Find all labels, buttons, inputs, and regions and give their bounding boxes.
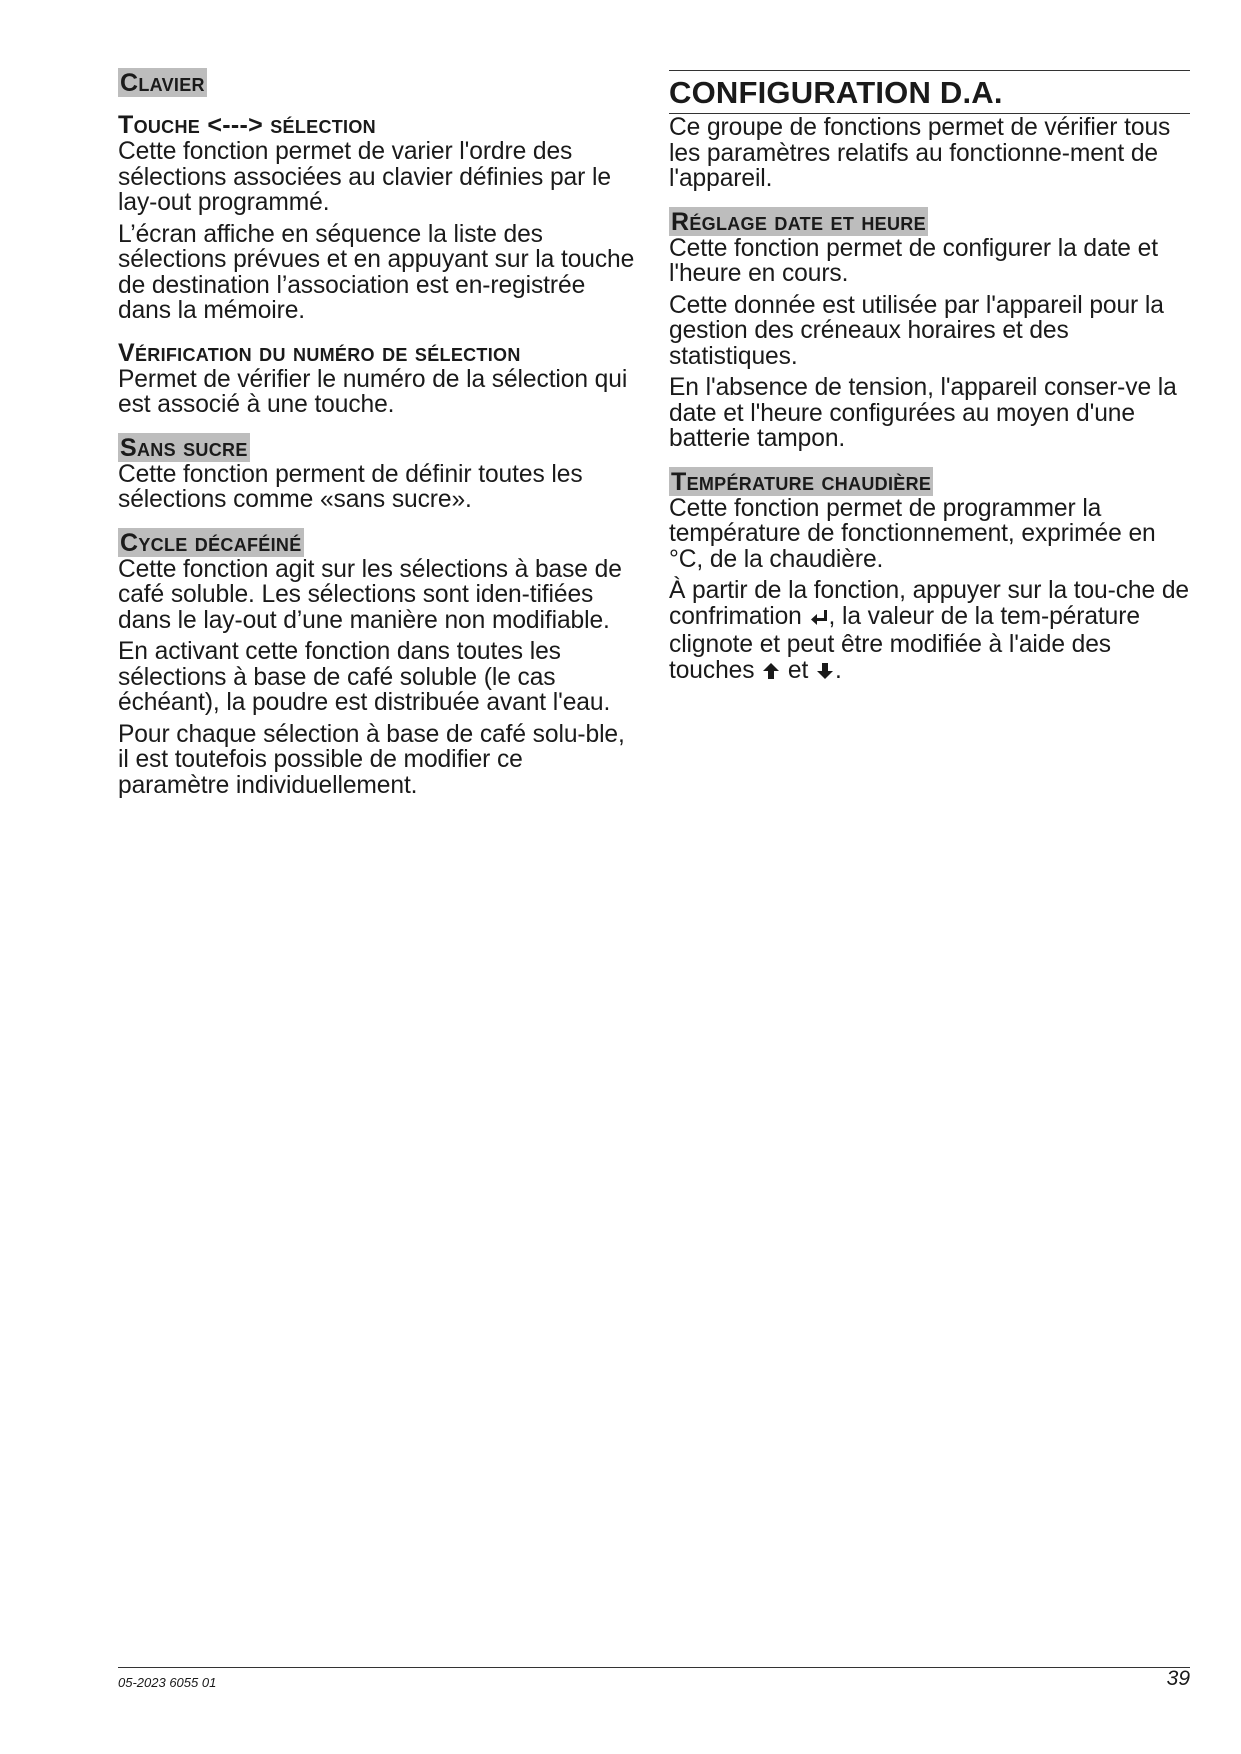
subheading-sans-sucre: Sans sucre [120, 433, 248, 462]
paragraph: Cette donnée est utilisée par l'appareil pour la gestion des créneaux horaires et des statistiques. [669, 291, 1164, 370]
subheading-verification: Vérification du numéro de sélection [118, 338, 521, 367]
subheading-cycle-decafeine: Cycle décaféiné [120, 528, 302, 557]
left-column [118, 68, 638, 813]
text-run: . [834, 656, 842, 684]
subheading-temperature: Température chaudière [671, 467, 932, 496]
subheading-touche: Touche <---> sélection [118, 111, 376, 139]
subheading-reglage: Réglage date et heure [671, 207, 926, 236]
page-title: CONFIGURATION D.A. [669, 75, 1003, 110]
section-intro [669, 115, 1190, 192]
paragraph: En l'absence de tension, l'appareil conser-ve la date et l'heure configurées au moyen d'une batterie tampon. [669, 374, 1177, 452]
down-arrow-icon [815, 661, 835, 687]
paragraph-with-icons [669, 578, 1190, 686]
up-arrow-icon [761, 661, 781, 687]
enter-arrow-icon [809, 607, 829, 633]
paragraph: En activant cette fonction dans toutes les sélections à base de café soluble (le cas échéant), la poudre est distribuée avant l'eau. [118, 638, 611, 716]
page-number: 39 [1166, 1667, 1190, 1690]
intro-paragraph: Ce groupe de fonctions permet de vérifier tous les paramètres relatifs au fonctionne-ment de l'appareil. [669, 114, 1171, 192]
text-run: , la valeur de la tem-pérature clignote et peut être modifiée à l'aide des touches [669, 602, 1140, 684]
text-run: À partir de la fonction, appuyer sur la tou-che de confrimation [669, 577, 1189, 630]
text-run: et [781, 656, 815, 684]
paragraph: L’écran affiche en séquence la liste des sélections prévues et en appuyant sur la touche de destination l’association est en-registrée dans la mémoire. [118, 220, 635, 324]
footer-divider [118, 1667, 1190, 1668]
right-column [669, 70, 1190, 701]
section-temperature [669, 467, 1190, 687]
paragraph: Pour chaque sélection à base de café solu-ble, il est toutefois possible de modifier ce paramètre individuellement. [118, 720, 625, 799]
paragraph: Cette fonction permet de varier l'ordre des sélections associées au clavier définies par le lay-out programmé. [118, 138, 611, 216]
paragraph: Cette fonction permet de programmer la température de fonctionnement, exprimée en °C, de la chaudière. [669, 494, 1156, 573]
section-cycle-decafeine [118, 528, 638, 799]
section-reglage [669, 207, 1190, 452]
footer-document-code: 05-2023 6055 01 [118, 1675, 217, 1690]
section-sans-sucre [118, 433, 638, 513]
paragraph: Cette fonction agit sur les sélections à base de café soluble. Les sélections sont iden-tifiées dans le lay-out d’une manière non modifiable. [118, 555, 622, 634]
section-touche [118, 111, 638, 324]
title-block [669, 70, 1190, 114]
paragraph: Permet de vérifier le numéro de la sélection qui est associé à une touche. [118, 365, 628, 418]
section-heading-clavier: Clavier [120, 69, 205, 97]
paragraph: Cette fonction perment de définir toutes les sélections comme «sans sucre». [118, 460, 583, 513]
section-verification [118, 339, 638, 418]
paragraph: Cette fonction permet de configurer la date et l'heure en cours. [669, 234, 1158, 287]
